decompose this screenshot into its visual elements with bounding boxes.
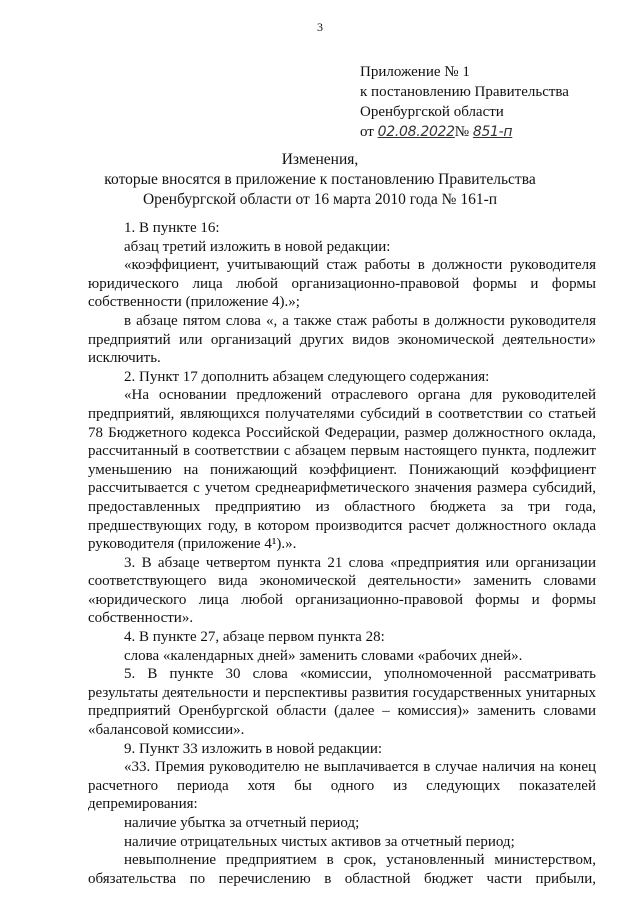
number-prefix: № — [454, 124, 470, 140]
paragraph: наличие убытка за отчетный период; — [124, 815, 360, 831]
appendix-header — [360, 62, 569, 142]
paragraph: 1. В пункте 16: — [124, 220, 220, 236]
handwritten-date: 02.08.2022 — [377, 124, 455, 140]
paragraph: «33. Премия руководителю не выплачивается в случае наличия на конец расчетного периода хотя бы одного из следующих показателей депремирования: — [88, 759, 596, 813]
paragraph: 4. В пункте 27, абзаце первом пункта 28: — [124, 629, 385, 646]
paragraph: наличие отрицательных чистых активов за отчетный период; — [124, 833, 515, 850]
date-prefix: от — [360, 124, 374, 140]
paragraph: 3. В абзаце четвертом пункта 21 слова «предприятия или организации соответствующего вида экономической деятельности» заменить словами «юридического лица любой организационно-правовой формы и формы собственности». — [88, 554, 596, 627]
title-line-3: Оренбургской области от 16 марта 2010 года № 161-п — [142, 191, 498, 208]
appendix-line-3: Оренбургской области — [360, 104, 504, 120]
paragraph: 5. В пункте 30 слова «комиссии, уполномоченной рассматривать результаты деятельности и перспективы развития государственных унитарных предприятий Оренбургской области (далее – комиссия)» заменить словами «балансовой комиссии». — [88, 666, 596, 739]
page-number: 3 — [317, 20, 323, 34]
title-line-1: Изменения, — [281, 151, 359, 168]
paragraph: 9. Пункт 33 изложить в новой редакции: — [124, 740, 383, 757]
paragraph: абзац третий изложить в новой редакции: — [124, 238, 391, 255]
paragraph: «На основании предложений отраслевого органа для руководителей предприятий, являющихся получателями субсидий в соответствии со статьей 78 Бюджетного кодекса Российской Федерации, размер должностного оклада, рассчитанный в соответствии с абзацем первым настоящего пункта, подлежит уменьшению на понижающий коэффициент. Понижающий коэффициент рассчитывается с учетом среднеарифметического значения размера субсидий, предоставленных предприятию из областного бюджета за три года, предшествующих году, в котором производится расчет должностного оклада руководителя (приложение 4¹).». — [88, 387, 596, 553]
paragraph: «коэффициент, учитывающий стаж работы в должности руководителя юридического лица любой организационно-правовой формы и формы собственности (приложение 4).»; — [88, 257, 596, 311]
appendix-line-2: к постановлению Правительства — [360, 84, 569, 100]
appendix-line-1: Приложение № 1 — [360, 64, 470, 80]
paragraph: слова «календарных дней» заменить словами «рабочих дней». — [124, 647, 523, 664]
paragraph: 2. Пункт 17 дополнить абзацем следующего содержания: — [124, 368, 490, 385]
document-body — [88, 219, 596, 888]
title-line-2: которые вносятся в приложение к постановлению Правительства — [104, 171, 536, 188]
handwritten-number: 851-п — [472, 124, 513, 140]
paragraph: в абзаце пятом слова «, а также стаж работы в должности руководителя предприятий или организаций других видов экономической деятельности» исключить. — [88, 312, 596, 367]
paragraph: невыполнение предприятием в срок, установленный министерством, обязательства по перечислению в областной бюджет части прибыли, — [88, 852, 596, 887]
appendix-date-line — [360, 122, 569, 142]
